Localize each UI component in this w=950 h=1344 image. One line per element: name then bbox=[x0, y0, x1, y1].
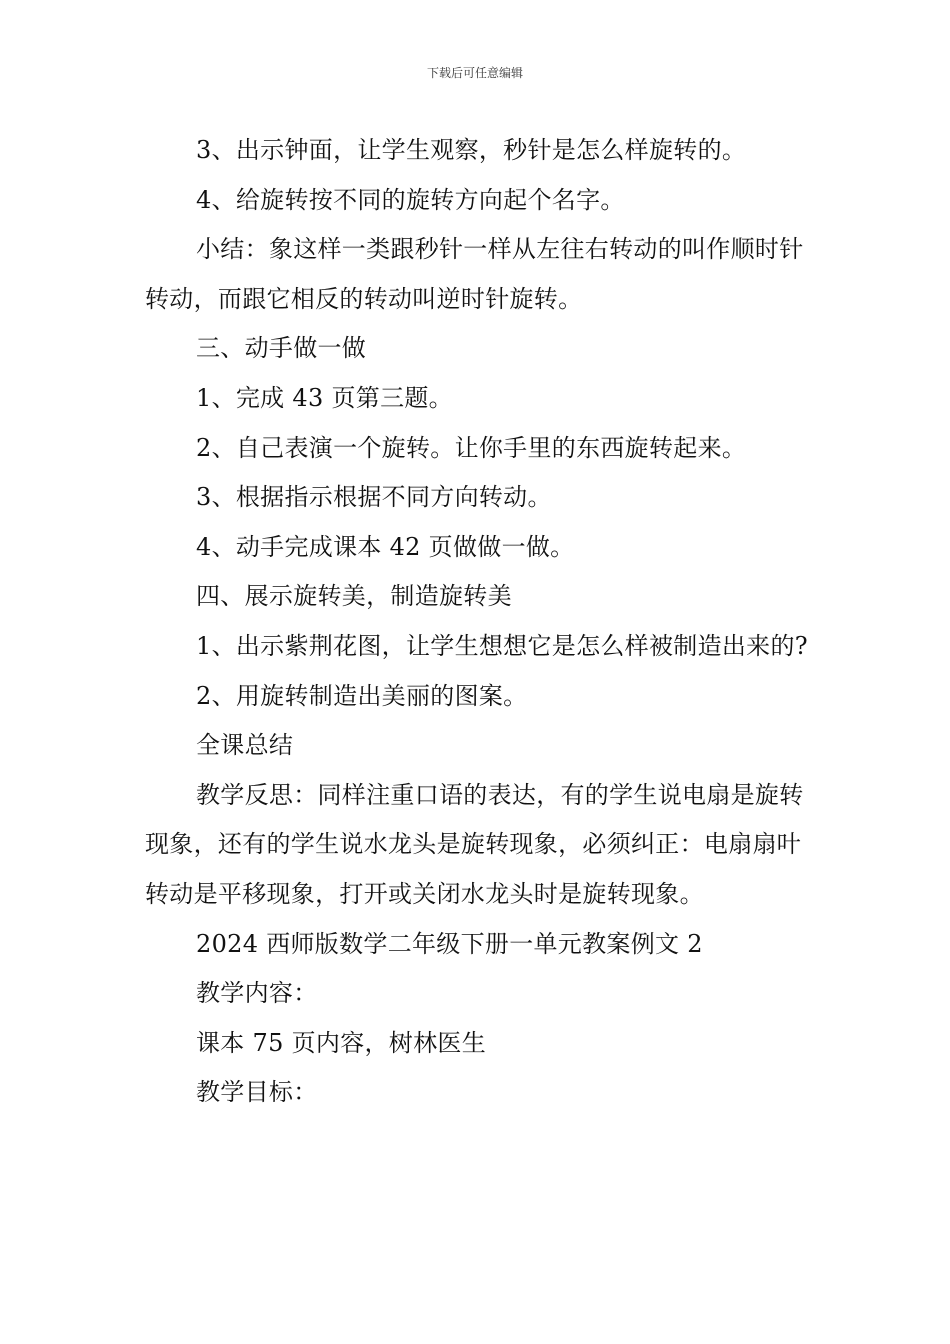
label-teaching-goals: 教学目标： bbox=[196, 1078, 318, 1107]
paragraph-pattern: 2、用旋转制造出美丽的图案。 bbox=[196, 681, 528, 710]
paragraph-summary: 小结：象这样一类跟秒针一样从左往右转动的叫作顺时针转动，而跟它相反的转动叫逆时针旋转。 bbox=[145, 235, 804, 313]
section-heading-hands-on: 三、动手做一做 bbox=[196, 334, 367, 363]
paragraph-bauhinia: 1、出示紫荆花图，让学生想想它是怎么样被制造出来的? bbox=[196, 631, 808, 660]
paragraph-exercise-4: 4、动手完成课本 42 页做做一做。 bbox=[196, 532, 575, 561]
paragraph-exercise-1: 1、完成 43 页第三题。 bbox=[196, 383, 453, 412]
document-body bbox=[145, 126, 810, 1118]
paragraph-exercise-3: 3、根据指示根据不同方向转动。 bbox=[196, 483, 552, 512]
page-header-note: 下载后可任意编辑 bbox=[426, 66, 523, 80]
section-heading-class-summary: 全课总结 bbox=[196, 731, 294, 760]
paragraph-teaching-reflection: 教学反思：同样注重口语的表达，有的学生说电扇是旋转现象，还有的学生说水龙头是旋转现象，必须纠正：电扇扇叶转动是平移现象，打开或关闭水龙头时是旋转现象。 bbox=[145, 780, 804, 908]
paragraph-textbook-content: 课本 75 页内容，树林医生 bbox=[196, 1028, 486, 1057]
paragraph-exercise-2: 2、自己表演一个旋转。让你手里的东西旋转起来。 bbox=[196, 433, 747, 462]
paragraph-step-4-naming: 4、给旋转按不同的旋转方向起个名字。 bbox=[196, 185, 625, 214]
section-heading-rotation-beauty: 四、展示旋转美，制造旋转美 bbox=[196, 582, 512, 611]
label-teaching-content: 教学内容： bbox=[196, 979, 318, 1008]
lesson-plan-title: 2024 西师版数学二年级下册一单元教案例文 2 bbox=[196, 929, 703, 958]
paragraph-step-3-clock: 3、出示钟面，让学生观察，秒针是怎么样旋转的。 bbox=[196, 136, 747, 164]
